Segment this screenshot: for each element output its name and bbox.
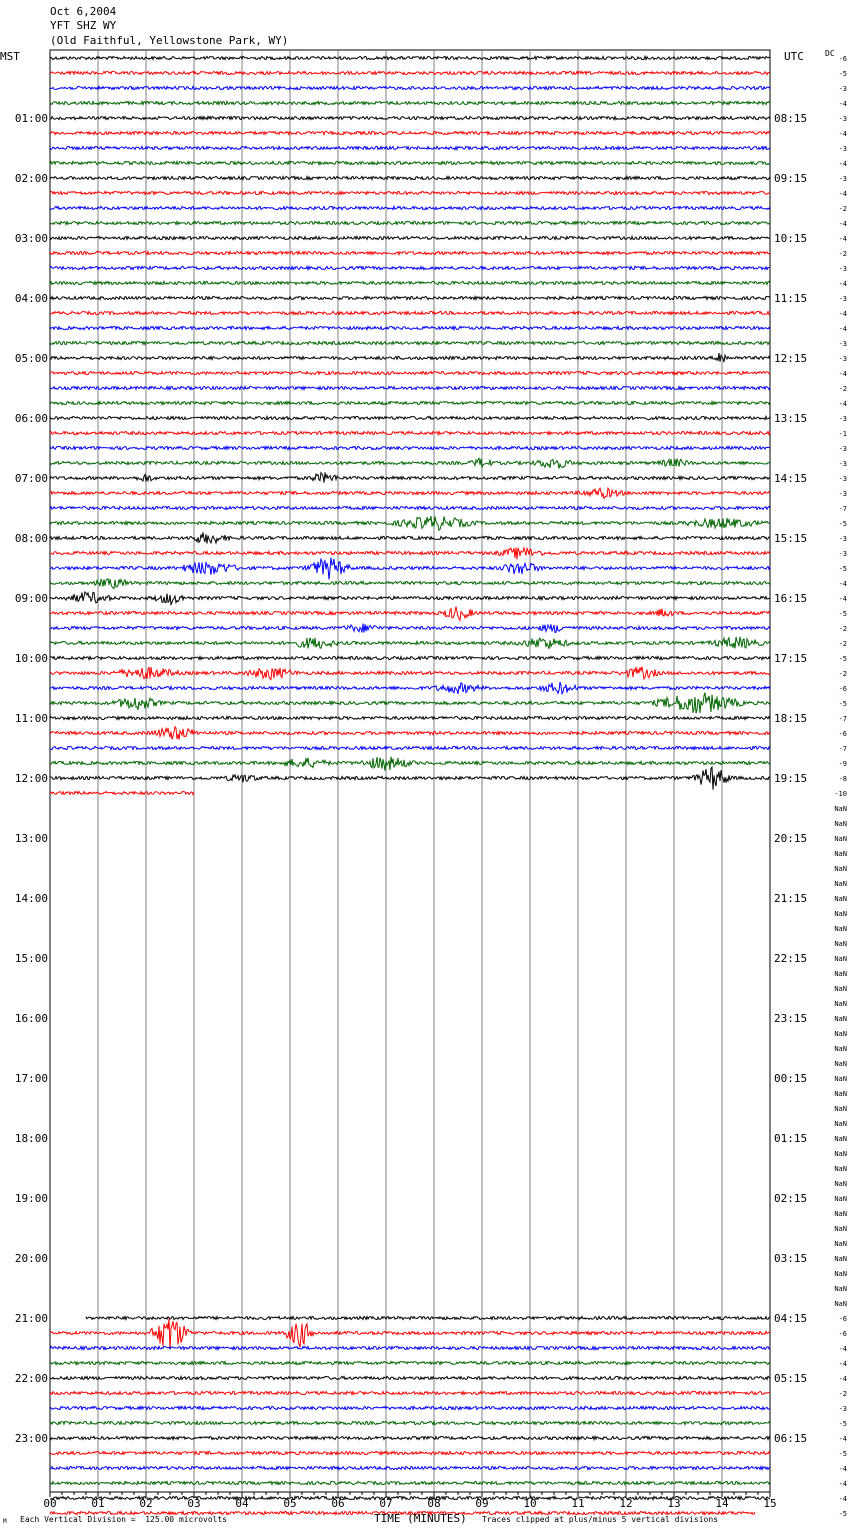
seismic-trace <box>50 516 770 530</box>
dc-offset-value: -4 <box>838 1495 847 1503</box>
dc-offset-value: NaN <box>834 985 847 993</box>
left-hour-label: 20:00 <box>14 1252 48 1265</box>
seismic-trace <box>50 116 770 119</box>
dc-offset-value: NaN <box>834 1135 847 1143</box>
left-hour-label: 18:00 <box>14 1132 48 1145</box>
seismic-trace <box>50 221 770 224</box>
seismic-trace <box>50 716 770 719</box>
left-hour-label: 15:00 <box>14 952 48 965</box>
seismic-trace <box>50 558 770 580</box>
dc-offset-value: NaN <box>834 1120 847 1128</box>
scale-note: Each Vertical Division = 125.00 microvolts <box>20 1515 228 1524</box>
right-hour-label: 15:15 <box>774 532 808 545</box>
dc-offset-value: -6 <box>838 685 847 693</box>
seismic-trace <box>50 1481 770 1484</box>
dc-offset-value: NaN <box>834 1060 847 1068</box>
seismic-trace <box>50 146 770 149</box>
dc-offset-value: -9 <box>838 760 847 768</box>
dc-offset-value: -8 <box>838 775 847 783</box>
dc-offset-value: -7 <box>838 745 847 753</box>
dc-offset-value: -6 <box>838 730 847 738</box>
seismic-trace <box>50 1406 770 1409</box>
seismic-trace <box>50 431 770 434</box>
right-hour-label: 06:15 <box>774 1432 808 1445</box>
seismic-trace <box>50 416 770 419</box>
dc-offset-value: NaN <box>834 1225 847 1233</box>
x-tick-label: 09 <box>475 1497 489 1510</box>
left-hour-label: 09:00 <box>14 592 48 605</box>
seismic-trace <box>50 206 770 209</box>
x-tick-label: 00 <box>43 1497 57 1510</box>
dc-offset-value: -4 <box>838 400 847 408</box>
dc-offset-value: -5 <box>838 700 847 708</box>
dc-offset-value: -4 <box>838 325 847 333</box>
right-hour-label: 21:15 <box>774 892 808 905</box>
left-hour-label: 12:00 <box>14 772 48 785</box>
dc-offset-value: -5 <box>838 1510 847 1518</box>
x-tick-label: 08 <box>427 1497 441 1510</box>
x-tick-label: 03 <box>187 1497 201 1510</box>
dc-offset-value: -6 <box>838 55 847 63</box>
dc-offset-value: -3 <box>838 340 847 348</box>
dc-offset-value: NaN <box>834 820 847 828</box>
seismic-trace <box>50 1391 770 1394</box>
left-hour-label: 07:00 <box>14 472 48 485</box>
seismic-trace <box>50 386 770 389</box>
dc-offset-value: -4 <box>838 190 847 198</box>
left-hour-label: 17:00 <box>14 1072 48 1085</box>
seismic-trace <box>50 341 770 344</box>
dc-offset-value: -7 <box>838 505 847 513</box>
x-tick-label: 10 <box>523 1497 537 1510</box>
dc-offset-value: NaN <box>834 805 847 813</box>
seismic-trace <box>50 506 770 509</box>
dc-offset-value: -5 <box>838 520 847 528</box>
dc-offset-value: -3 <box>838 355 847 363</box>
seismic-trace <box>50 472 770 482</box>
seismic-trace <box>50 311 770 314</box>
dc-offset-value: -3 <box>838 265 847 273</box>
seismic-trace <box>50 86 770 89</box>
seismic-trace <box>50 1421 770 1424</box>
right-hour-label: 16:15 <box>774 592 808 605</box>
left-hour-label: 06:00 <box>14 412 48 425</box>
seismic-trace <box>50 792 194 795</box>
dc-offset-value: -5 <box>838 1420 847 1428</box>
dc-offset-value: NaN <box>834 1105 847 1113</box>
dc-offset-value: -4 <box>838 235 847 243</box>
seismic-trace <box>50 579 770 589</box>
x-tick-label: 13 <box>667 1497 681 1510</box>
dc-offset-value: -3 <box>838 445 847 453</box>
dc-offset-value: NaN <box>834 970 847 978</box>
dc-offset-value: -2 <box>838 385 847 393</box>
dc-offset-value: NaN <box>834 1210 847 1218</box>
seismic-trace <box>50 746 770 749</box>
seismic-trace <box>50 1436 770 1439</box>
dc-offset-value: NaN <box>834 1150 847 1158</box>
dc-offset-value: -4 <box>838 1345 847 1353</box>
x-tick-label: 12 <box>619 1497 633 1510</box>
x-tick-label: 05 <box>283 1497 297 1510</box>
dc-offset-value: NaN <box>834 940 847 948</box>
right-hour-label: 09:15 <box>774 172 808 185</box>
left-hour-label: 05:00 <box>14 352 48 365</box>
left-hour-label: 23:00 <box>14 1432 48 1445</box>
plot-frame <box>50 50 770 1492</box>
dc-offset-value: NaN <box>834 1285 847 1293</box>
seismic-trace <box>50 101 770 104</box>
dc-offset-value: NaN <box>834 835 847 843</box>
dc-offset-value: -5 <box>838 655 847 663</box>
seismic-trace <box>50 693 770 714</box>
seismic-trace <box>50 1451 770 1454</box>
seismic-trace <box>50 1361 770 1364</box>
dc-offset-value: NaN <box>834 910 847 918</box>
seismic-trace <box>50 592 770 605</box>
dc-offset-value: -5 <box>838 1450 847 1458</box>
seismic-trace <box>50 281 770 284</box>
dc-offset-value: -4 <box>838 595 847 603</box>
left-hour-label: 19:00 <box>14 1192 48 1205</box>
right-hour-label: 01:15 <box>774 1132 808 1145</box>
dc-offset-header: DC <box>825 49 835 58</box>
right-hour-label: 14:15 <box>774 472 808 485</box>
dc-offset-value: -5 <box>838 610 847 618</box>
x-tick-label: 02 <box>139 1497 153 1510</box>
dc-offset-value: -2 <box>838 625 847 633</box>
dc-offset-value: NaN <box>834 1000 847 1008</box>
dc-offset-value: -4 <box>838 1435 847 1443</box>
right-hour-label: 11:15 <box>774 292 808 305</box>
seismic-trace <box>50 296 770 299</box>
dc-offset-value: NaN <box>834 1180 847 1188</box>
dc-offset-value: -2 <box>838 205 847 213</box>
dc-offset-value: -3 <box>838 85 847 93</box>
dc-offset-value: -4 <box>838 220 847 228</box>
dc-offset-value: -3 <box>838 535 847 543</box>
right-hour-label: 18:15 <box>774 712 808 725</box>
clipping-note: Traces clipped at plus/minus 5 vertical divisions <box>482 1515 719 1524</box>
dc-offset-value: -3 <box>838 415 847 423</box>
seismic-trace <box>50 131 770 134</box>
dc-offset-value: NaN <box>834 1030 847 1038</box>
seismic-trace <box>50 488 770 498</box>
dc-offset-value: NaN <box>834 1015 847 1023</box>
dc-offset-value: -1 <box>838 430 847 438</box>
dc-offset-value: -4 <box>838 310 847 318</box>
dc-offset-value: -4 <box>838 1360 847 1368</box>
dc-offset-value: NaN <box>834 1090 847 1098</box>
x-tick-label: 01 <box>91 1497 105 1510</box>
seismic-trace <box>50 1319 770 1350</box>
dc-offset-value: -3 <box>838 475 847 483</box>
dc-offset-value: -3 <box>838 115 847 123</box>
dc-offset-value: NaN <box>834 1165 847 1173</box>
right-hour-label: 12:15 <box>774 352 808 365</box>
dc-offset-value: NaN <box>834 1255 847 1263</box>
seismic-trace <box>50 757 770 771</box>
dc-offset-value: -6 <box>838 1315 847 1323</box>
right-hour-label: 00:15 <box>774 1072 808 1085</box>
station-location: (Old Faithful, Yellowstone Park, WY) <box>50 34 289 47</box>
right-timezone-label: UTC <box>784 50 804 63</box>
right-hour-label: 13:15 <box>774 412 808 425</box>
left-hour-label: 16:00 <box>14 1012 48 1025</box>
seismic-trace <box>50 251 770 254</box>
left-hour-label: 10:00 <box>14 652 48 665</box>
dc-offset-value: -5 <box>838 565 847 573</box>
dc-offset-value: -4 <box>838 1375 847 1383</box>
x-tick-label: 15 <box>763 1497 777 1510</box>
corner-mark: M <box>3 1518 7 1525</box>
dc-offset-value: -3 <box>838 295 847 303</box>
right-hour-label: 04:15 <box>774 1312 808 1325</box>
dc-offset-value: -4 <box>838 100 847 108</box>
seismic-trace <box>50 458 770 468</box>
seismic-trace <box>50 1346 770 1349</box>
seismic-trace <box>50 767 770 790</box>
dc-offset-value: NaN <box>834 1075 847 1083</box>
dc-offset-value: NaN <box>834 1045 847 1053</box>
left-hour-label: 01:00 <box>14 112 48 125</box>
seismic-trace <box>50 161 770 164</box>
dc-offset-value: NaN <box>834 895 847 903</box>
dc-offset-value: NaN <box>834 1300 847 1308</box>
seismic-trace <box>50 266 770 269</box>
dc-offset-value: -4 <box>838 160 847 168</box>
left-hour-label: 14:00 <box>14 892 48 905</box>
dc-offset-value: -3 <box>838 550 847 558</box>
dc-offset-value: NaN <box>834 955 847 963</box>
seismic-trace <box>50 667 770 680</box>
left-hour-label: 02:00 <box>14 172 48 185</box>
right-hour-label: 05:15 <box>774 1372 808 1385</box>
left-hour-label: 04:00 <box>14 292 48 305</box>
left-hour-label: 11:00 <box>14 712 48 725</box>
dc-offset-value: NaN <box>834 865 847 873</box>
left-hour-label: 08:00 <box>14 532 48 545</box>
right-hour-label: 08:15 <box>774 112 808 125</box>
dc-offset-value: -4 <box>838 130 847 138</box>
seismic-trace <box>50 682 770 694</box>
right-hour-label: 19:15 <box>774 772 808 785</box>
x-tick-label: 07 <box>379 1497 393 1510</box>
x-tick-label: 11 <box>571 1497 585 1510</box>
seismic-trace <box>50 176 770 179</box>
seismic-trace <box>86 1316 770 1319</box>
dc-offset-value: -2 <box>838 250 847 258</box>
right-hour-label: 02:15 <box>774 1192 808 1205</box>
seismic-trace <box>50 1466 770 1469</box>
x-tick-label: 06 <box>331 1497 345 1510</box>
dc-offset-value: NaN <box>834 850 847 858</box>
seismic-trace <box>50 548 770 560</box>
dc-offset-value: -2 <box>838 640 847 648</box>
seismic-trace <box>50 401 770 404</box>
seismic-trace <box>50 71 770 74</box>
right-hour-label: 23:15 <box>774 1012 808 1025</box>
dc-offset-value: -4 <box>838 1465 847 1473</box>
station-code: YFT SHZ WY <box>50 19 117 32</box>
seismic-trace <box>50 607 770 621</box>
left-hour-label: 13:00 <box>14 832 48 845</box>
x-axis-title: TIME (MINUTES) <box>374 1512 467 1525</box>
dc-offset-value: -6 <box>838 1330 847 1338</box>
dc-offset-value: -4 <box>838 1480 847 1488</box>
left-hour-label: 21:00 <box>14 1312 48 1325</box>
right-hour-label: 03:15 <box>774 1252 808 1265</box>
seismic-trace <box>50 56 770 59</box>
seismic-trace <box>50 727 770 740</box>
dc-offset-value: NaN <box>834 1195 847 1203</box>
dc-offset-value: -4 <box>838 370 847 378</box>
seismic-trace <box>50 637 770 649</box>
seismic-trace <box>50 1496 770 1499</box>
dc-offset-value: -3 <box>838 145 847 153</box>
seismic-trace <box>50 656 770 659</box>
seismic-trace <box>50 326 770 329</box>
seismic-trace <box>50 532 770 543</box>
dc-offset-value: -7 <box>838 715 847 723</box>
dc-offset-value: -10 <box>834 790 847 798</box>
seismic-trace <box>50 236 770 239</box>
dc-offset-value: NaN <box>834 880 847 888</box>
dc-offset-value: -3 <box>838 490 847 498</box>
right-hour-label: 20:15 <box>774 832 808 845</box>
seismic-trace <box>50 353 770 362</box>
dc-offset-value: -3 <box>838 1405 847 1413</box>
right-hour-label: 10:15 <box>774 232 808 245</box>
left-hour-label: 03:00 <box>14 232 48 245</box>
dc-offset-value: NaN <box>834 925 847 933</box>
seismic-trace <box>50 191 770 194</box>
plot-date: Oct 6,2004 <box>50 5 117 18</box>
dc-offset-value: NaN <box>834 1270 847 1278</box>
dc-offset-value: -3 <box>838 175 847 183</box>
x-tick-label: 04 <box>235 1497 249 1510</box>
dc-offset-value: -2 <box>838 1390 847 1398</box>
dc-offset-value: -3 <box>838 460 847 468</box>
dc-offset-value: NaN <box>834 1240 847 1248</box>
seismic-trace <box>50 371 770 374</box>
dc-offset-value: -5 <box>838 70 847 78</box>
seismic-trace <box>50 446 770 449</box>
dc-offset-value: -4 <box>838 580 847 588</box>
dc-offset-value: -4 <box>838 280 847 288</box>
x-tick-label: 14 <box>715 1497 729 1510</box>
right-hour-label: 17:15 <box>774 652 808 665</box>
left-timezone-label: MST <box>0 50 20 63</box>
left-hour-label: 22:00 <box>14 1372 48 1385</box>
seismic-trace <box>50 624 770 633</box>
seismic-trace <box>50 1376 770 1379</box>
right-hour-label: 22:15 <box>774 952 808 965</box>
dc-offset-value: -2 <box>838 670 847 678</box>
